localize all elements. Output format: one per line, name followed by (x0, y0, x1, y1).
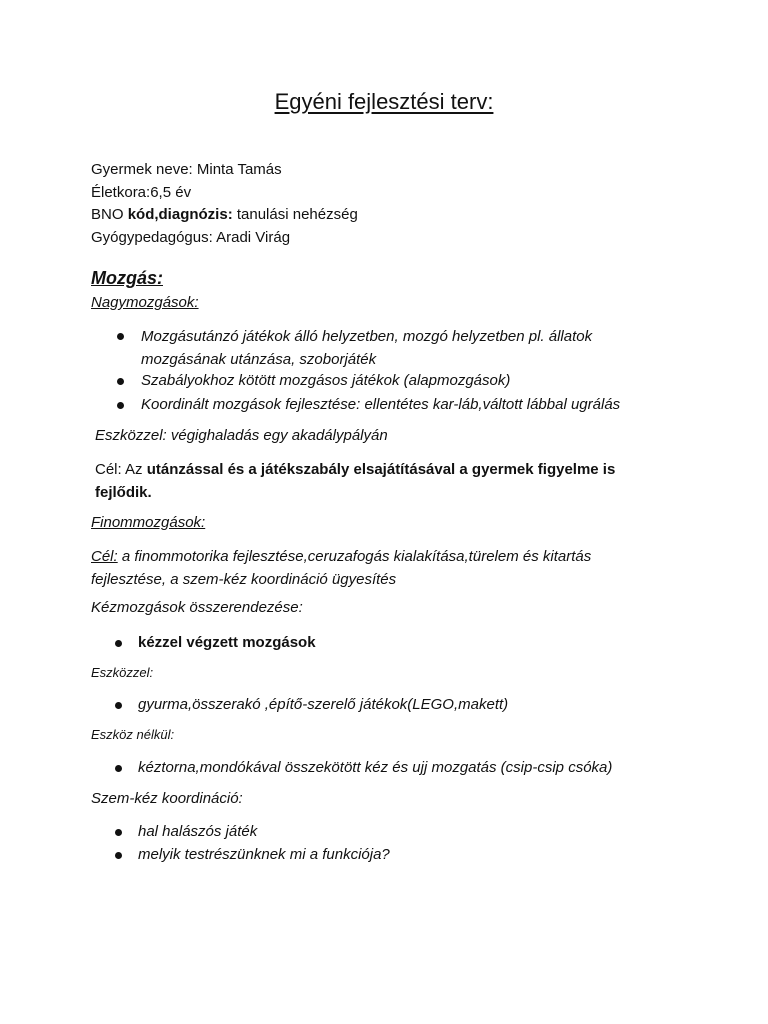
list-item-text: Szabályokhoz kötött mozgásos játékok (alapmozgások) (141, 372, 511, 389)
list-item-text: gyurma,összerakó ,építő-szerelő játékok(LEGO,makett) (138, 696, 509, 713)
eszkozzel-label: Eszközzel: (91, 665, 154, 680)
cel-text-bold: utánzással és a játékszabály elsajátításával a gyermek figyelme is (146, 461, 616, 478)
age-label: Életkora: (91, 183, 151, 201)
therapist-label: Gyógypedagógus: (91, 228, 217, 246)
bno-label-bold: kód,diagnózis: (127, 206, 237, 223)
finom-cel-label: Cél: (91, 548, 118, 565)
list-item-text: hal halászós játék (138, 823, 258, 840)
bullet-icon (115, 852, 122, 859)
bullet-icon (115, 702, 122, 709)
bullet-icon (117, 333, 124, 340)
list-item-text: melyik testrészünknek mi a funkciója? (138, 846, 390, 863)
list-item-text: Koordinált mozgások fejlesztése: ellentétes kar-láb,váltott lábbal ugrálás (141, 396, 621, 413)
list-item-text: kézzel végzett mozgások (138, 634, 316, 651)
subheading-finommozgasok: Finommozgások: (91, 514, 206, 531)
child-name-label: Gyermek neve: (91, 161, 197, 178)
child-name-value: Minta Tamás (196, 161, 282, 178)
bullet-icon (117, 402, 124, 409)
bullet-icon (115, 765, 122, 772)
bullet-icon (115, 829, 122, 836)
bullet-icon (115, 640, 122, 647)
cel-label: Cél: (95, 461, 126, 478)
document-title: Egyéni fejlesztési terv: (274, 89, 494, 114)
finom-cel-paragraph (91, 545, 591, 591)
therapist-value: Aradi Virág (216, 228, 291, 246)
bno-label: BNO (91, 206, 128, 223)
list-item-text (141, 325, 592, 371)
list-item-text: kéztorna,mondókával összekötött kéz és ujj mozgatás (csip-csip csóka) (138, 759, 613, 776)
bno-line (91, 204, 358, 227)
cel-paragraph (95, 458, 615, 504)
finom-cel-line1: a finommotorika fejlesztése,ceruzafogás kialakítása,türelem és kitartás (117, 548, 592, 565)
child-name-line (91, 159, 358, 182)
info-block (91, 159, 358, 249)
szem-kez-heading: Szem-kéz koordináció: (91, 790, 243, 807)
bullet-icon (117, 378, 124, 385)
eszkozzel-line: Eszközzel: végighaladás egy akadálypályán (95, 427, 388, 444)
section-heading-mozgas: Mozgás: (91, 268, 163, 288)
bno-value: tanulási nehézség (236, 206, 358, 223)
age-value: 6,5 év (150, 183, 192, 201)
list-item-line: Mozgásutánzó játékok álló helyzetben, mozgó helyzetben pl. állatok (141, 328, 593, 345)
kezmozgasok-heading: Kézmozgások összerendezése: (91, 599, 303, 616)
age-line (91, 182, 358, 205)
eszkoz-nelkul-label: Eszköz nélkül: (91, 727, 175, 742)
finom-cel-line2: fejlesztése, a szem-kéz koordináció ügyesítés (91, 571, 397, 588)
cel-text-start: Az (125, 461, 147, 478)
cel-text-line2: fejlődik. (95, 484, 152, 501)
therapist-line (91, 227, 358, 250)
list-item-line: mozgásának utánzása, szoborjáték (141, 351, 377, 368)
subheading-nagymozgasok: Nagymozgások: (91, 294, 199, 311)
